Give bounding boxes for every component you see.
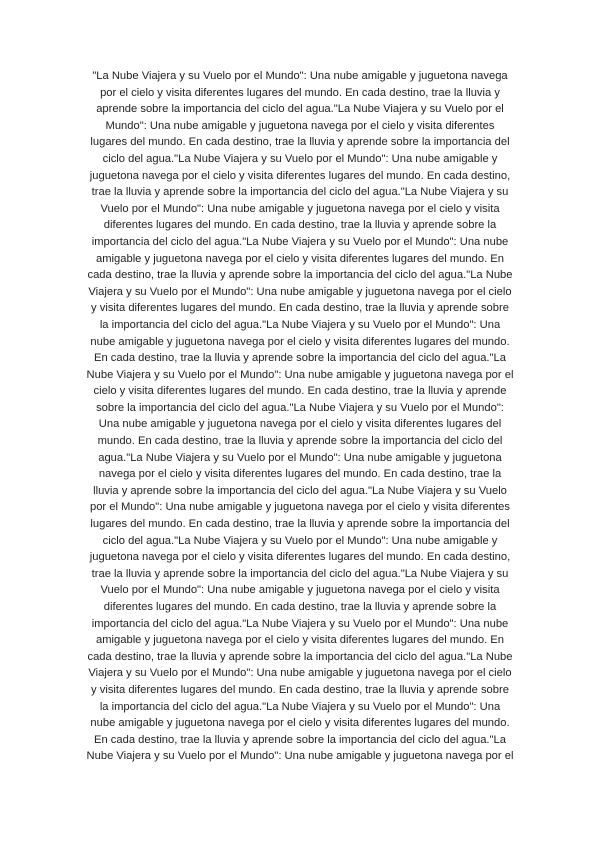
text-line: ciclo del agua."La Nube Viajera y su Vuelo por el Mundo": Una nube amigable y xyxy=(102,534,498,547)
text-line: por el cielo y visita diferentes lugares del mundo. En cada destino, trae la lluvia y xyxy=(100,86,500,99)
text-line: mundo. En cada destino, trae la lluvia y aprende sobre la importancia del ciclo del xyxy=(97,435,503,448)
text-line: agua."La Nube Viajera y su Vuelo por el Mundo": Una nube amigable y juguetona xyxy=(98,451,502,464)
text-line: navega por el cielo y visita diferentes lugares del mundo. En cada destino, trae la xyxy=(98,468,502,481)
text-line: cada destino, trae la lluvia y aprende sobre la importancia del ciclo del agua."La Nube xyxy=(87,269,513,282)
text-line: importancia del ciclo del agua."La Nube Viajera y su Vuelo por el Mundo": Una nube xyxy=(91,235,509,248)
text-line: diferentes lugares del mundo. En cada destino, trae la lluvia y aprende sobre la xyxy=(103,219,497,232)
text-line: aprende sobre la importancia del ciclo del agua."La Nube Viajera y su Vuelo por el xyxy=(96,103,504,116)
text-line: sobre la importancia del ciclo del agua."La Nube Viajera y su Vuelo por el Mundo": xyxy=(96,401,504,414)
text-line: juguetona navega por el cielo y visita diferentes lugares del mundo. En cada destino, xyxy=(89,551,511,564)
text-line: Una nube amigable y juguetona navega por el cielo y visita diferentes lugares del xyxy=(98,418,502,431)
text-line: trae la lluvia y aprende sobre la importancia del ciclo del agua."La Nube Viajera y su xyxy=(91,186,509,199)
text-line: Viajera y su Vuelo por el Mundo": Una nube amigable y juguetona navega por el cielo xyxy=(88,667,512,680)
text-line: la importancia del ciclo del agua."La Nube Viajera y su Vuelo por el Mundo": Una xyxy=(99,700,501,713)
text-line: diferentes lugares del mundo. En cada destino, trae la lluvia y aprende sobre la xyxy=(103,601,497,613)
text-line: nube amigable y juguetona navega por el cielo y visita diferentes lugares del mundo. xyxy=(90,335,510,348)
text-line: Viajera y su Vuelo por el Mundo": Una nube amigable y juguetona navega por el cielo xyxy=(88,285,512,298)
body-text xyxy=(0,68,600,765)
text-line: amigable y juguetona navega por el cielo y visita diferentes lugares del mundo. En xyxy=(96,252,504,265)
text-line: "La Nube Viajera y su Vuelo por el Mundo": Una nube amigable y juguetona navega xyxy=(92,70,508,82)
text-line: cielo y visita diferentes lugares del mundo. En cada destino, trae la lluvia y aprende xyxy=(93,385,507,398)
text-line: por el Mundo": Una nube amigable y juguetona navega por el cielo y visita diferentes xyxy=(89,501,511,514)
text-line: lluvia y aprende sobre la importancia del ciclo del agua."La Nube Viajera y su Vuelo xyxy=(93,484,507,497)
text-line: Vuelo por el Mundo": Una nube amigable y juguetona navega por el cielo y visita xyxy=(100,584,500,597)
text-line: lugares del mundo. En cada destino, trae la lluvia y aprende sobre la importancia del xyxy=(90,136,510,149)
text-line: ciclo del agua."La Nube Viajera y su Vuelo por el Mundo": Una nube amigable y xyxy=(102,152,498,165)
text-line: y visita diferentes lugares del mundo. En cada destino, trae la lluvia y aprende sobre xyxy=(91,302,509,315)
text-line: amigable y juguetona navega por el cielo y visita diferentes lugares del mundo. En xyxy=(96,634,504,647)
text-line: trae la lluvia y aprende sobre la importancia del ciclo del agua."La Nube Viajera y su xyxy=(91,567,509,580)
text-line: juguetona navega por el cielo y visita diferentes lugares del mundo. En cada destino, xyxy=(89,169,511,182)
text-line: lugares del mundo. En cada destino, trae la lluvia y aprende sobre la importancia del xyxy=(90,518,510,531)
text-line: En cada destino, trae la lluvia y aprende sobre la importancia del ciclo del agua."La xyxy=(94,352,506,365)
text-line: importancia del ciclo del agua."La Nube Viajera y su Vuelo por el Mundo": Una nube xyxy=(91,617,509,630)
text-line: cada destino, trae la lluvia y aprende sobre la importancia del ciclo del agua."La Nube xyxy=(87,650,513,663)
text-line: nube amigable y juguetona navega por el cielo y visita diferentes lugares del mundo. xyxy=(90,717,510,730)
text-line: Nube Viajera y su Vuelo por el Mundo": Una nube amigable y juguetona navega por el xyxy=(86,750,514,763)
text-line: la importancia del ciclo del agua."La Nube Viajera y su Vuelo por el Mundo": Una xyxy=(99,318,501,331)
text-line: Nube Viajera y su Vuelo por el Mundo": Una nube amigable y juguetona navega por el xyxy=(86,368,514,381)
text-line: y visita diferentes lugares del mundo. En cada destino, trae la lluvia y aprende sobre xyxy=(91,683,509,696)
text-line: En cada destino, trae la lluvia y aprende sobre la importancia del ciclo del agua."La xyxy=(94,733,506,746)
text-line: Vuelo por el Mundo": Una nube amigable y juguetona navega por el cielo y visita xyxy=(100,202,500,215)
text-line: Mundo": Una nube amigable y juguetona navega por el cielo y visita diferentes xyxy=(105,119,495,132)
